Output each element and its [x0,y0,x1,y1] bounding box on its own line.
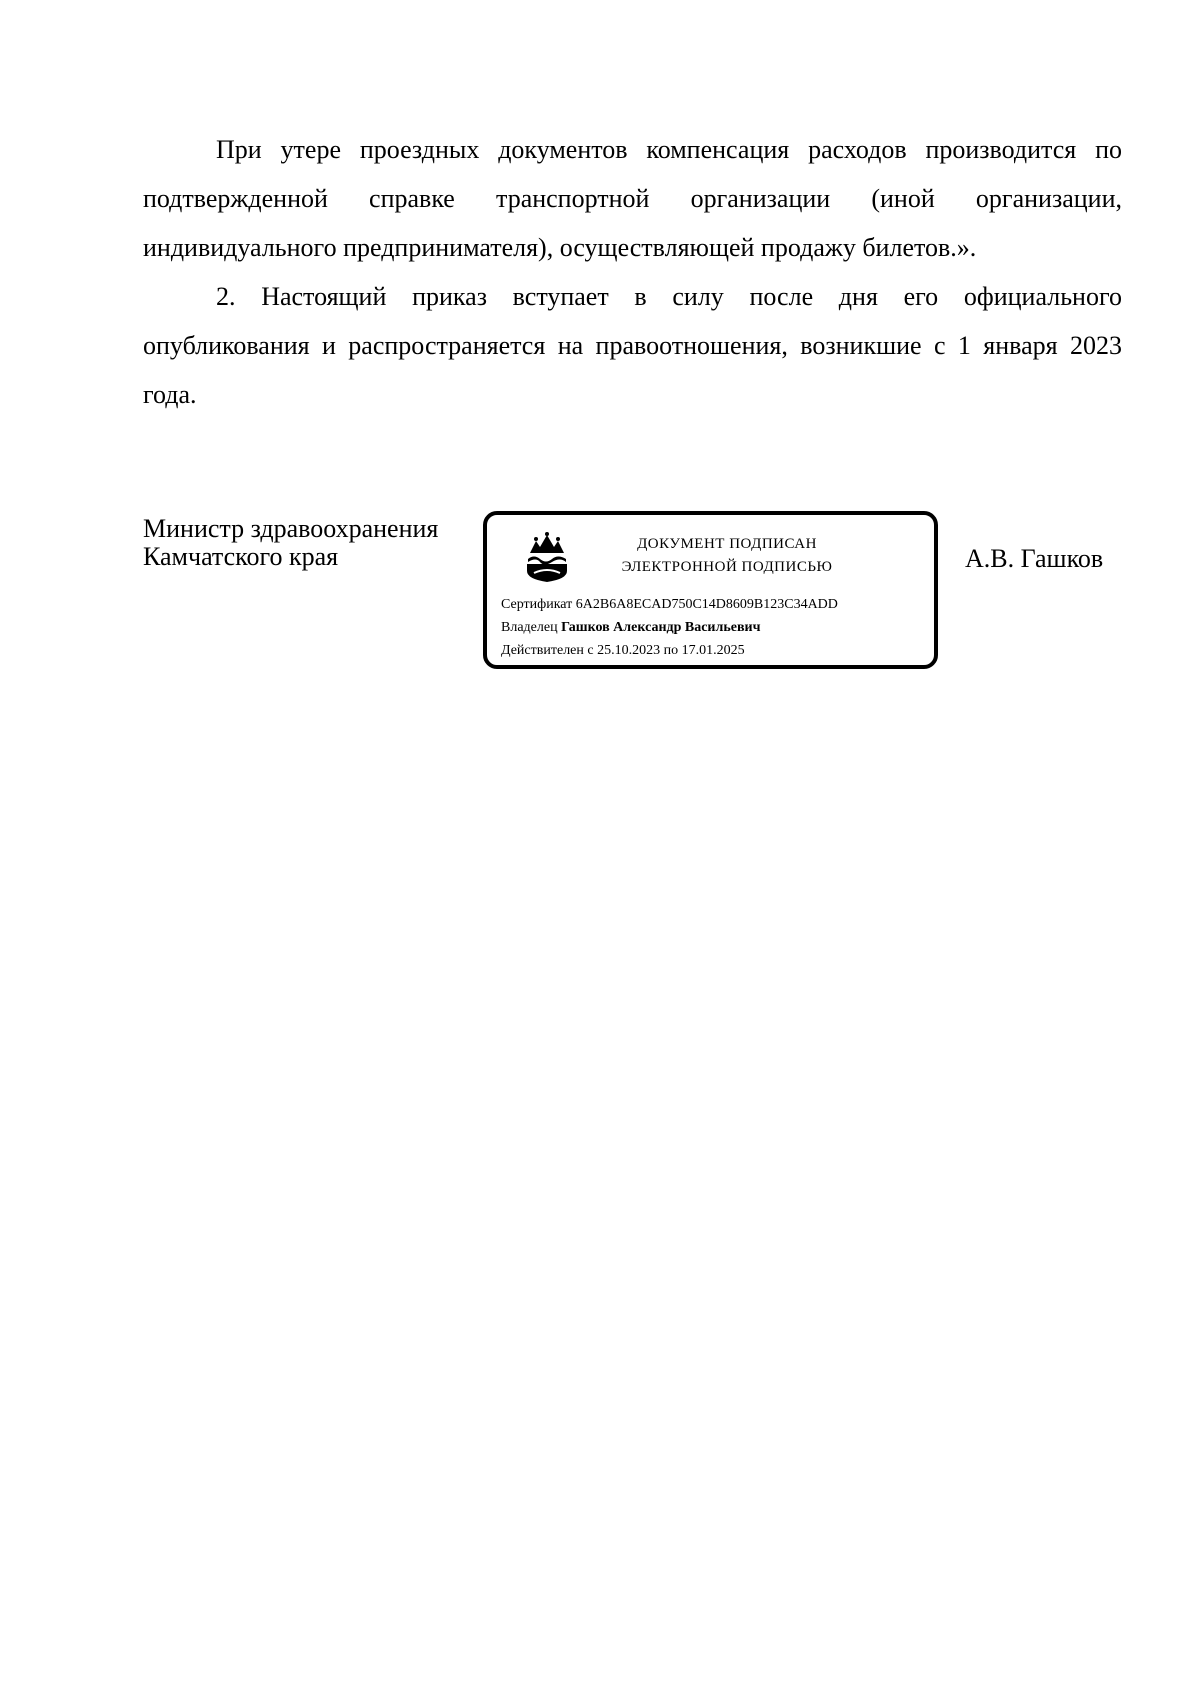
stamp-heading [597,533,857,579]
signatory-position [143,515,438,571]
paragraph-lost-tickets: При утере проездных документов компенсация расходов производится по подтвержденной справке транспортной организации (иной организации, индивидуального предпринимателя), осуществляющей продажу билетов.». [143,135,1122,262]
stamp-heading-line-1: ДОКУМЕНТ ПОДПИСАН [637,536,817,552]
certificate-label: Сертификат [501,597,573,612]
valid-from-date: 25.10.2023 [597,643,661,658]
validity-line [501,639,838,662]
owner-label: Владелец [501,620,558,635]
stamp-details [501,593,838,662]
kamchatka-coat-of-arms-icon [524,531,570,583]
document-body [143,125,1122,419]
paragraph-effective-date: 2. Настоящий приказ вступает в силу после дня его официального опубликования и распространяется на правоотношения, возникшие с 1 января 2023 года. [143,282,1122,409]
valid-to-label: по [663,643,679,658]
position-line-1: Министр здравоохранения [143,514,439,543]
valid-from-label: с [587,643,594,658]
valid-label: Действителен [501,643,584,658]
position-line-2: Камчатского края [143,542,339,571]
certificate-line [501,593,838,616]
valid-to-date: 17.01.2025 [681,643,745,658]
certificate-value: 6A2B6A8ECAD750C14D8609B123C34ADD [575,597,838,612]
stamp-heading-line-2: ЭЛЕКТРОННОЙ ПОДПИСЬЮ [621,559,833,575]
owner-value: Гашков Александр Васильевич [561,620,761,635]
owner-line [501,616,838,639]
electronic-signature-stamp [483,511,938,669]
signatory-name: А.В. Гашков [965,544,1104,573]
